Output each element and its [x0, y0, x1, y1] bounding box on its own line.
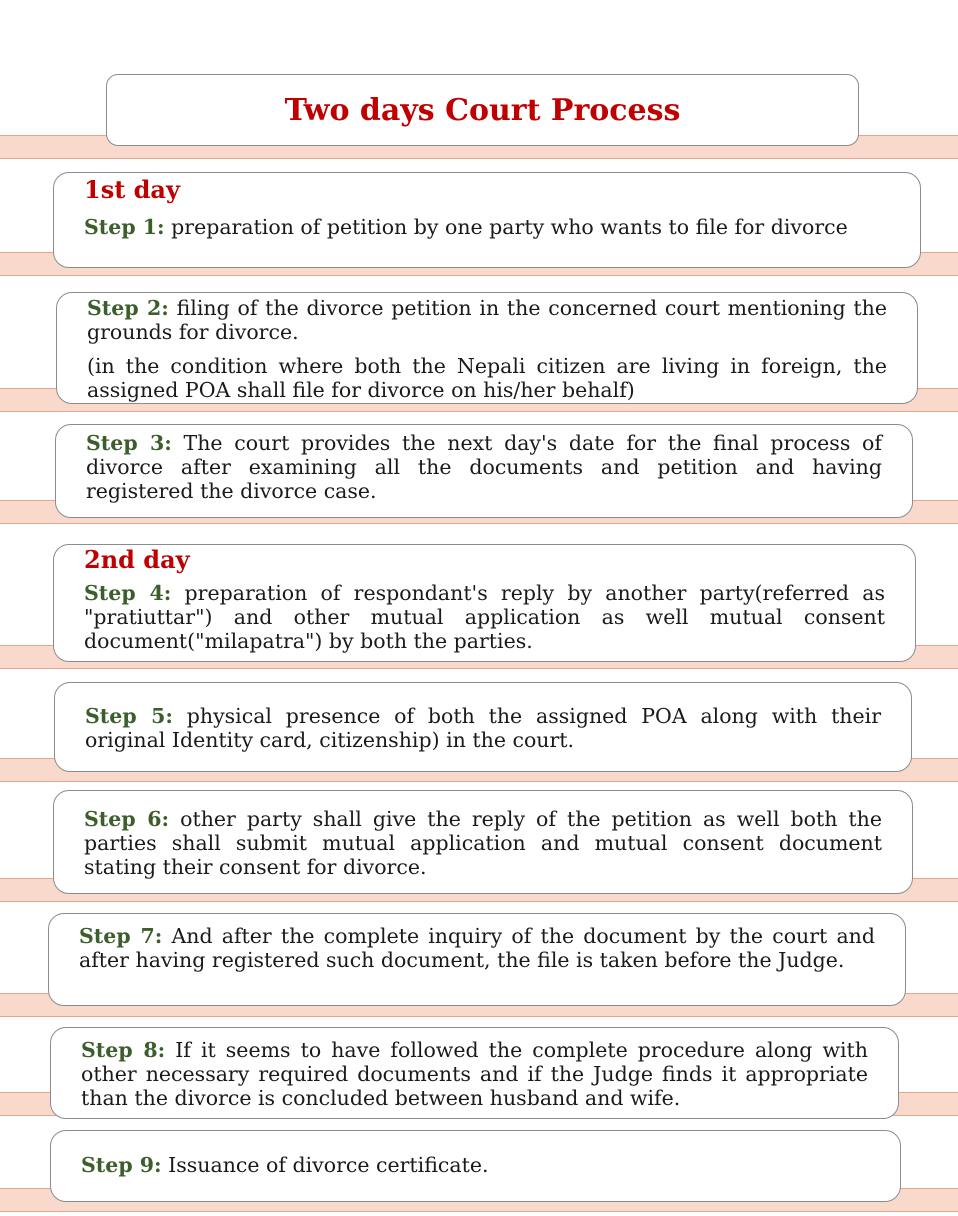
step-1-content — [84, 175, 890, 239]
day-2-label: 2nd day — [84, 545, 190, 574]
step-1-box — [53, 172, 921, 268]
step-9-paragraph — [81, 1153, 870, 1177]
title-box — [106, 74, 859, 146]
step-5-label: Step 5: — [85, 704, 173, 728]
step-2-text: filing of the divorce petition in the concerned court mentioning the grounds for divorce. — [87, 296, 887, 344]
step-6-content — [84, 807, 882, 879]
step-9-label: Step 9: — [81, 1153, 162, 1177]
step-4-paragraph — [84, 581, 885, 653]
step-3-paragraph — [86, 431, 882, 503]
step-8-label: Step 8: — [81, 1038, 166, 1062]
step-4-label: Step 4: — [84, 581, 172, 605]
step-2-box — [56, 292, 918, 404]
step-9-text: Issuance of divorce certificate. — [161, 1153, 489, 1177]
step-3-content — [86, 431, 882, 503]
step-3-label: Step 3: — [86, 431, 172, 455]
step-8-content — [81, 1038, 868, 1110]
step-7-paragraph — [79, 924, 875, 972]
step-3-text: The court provides the next day's date for the final process of divorce after examining all the documents and petition and having registered the divorce case. — [86, 431, 882, 503]
step-8-text: If it seems to have followed the complete procedure along with other necessary required documents and if the Judge finds it appropriate than the divorce is concluded between husband and wife. — [81, 1038, 868, 1110]
step-7-box — [48, 913, 906, 1006]
step-4-content — [84, 545, 885, 653]
step-5-box — [54, 682, 912, 772]
page-title: Two days Court Process — [284, 92, 681, 128]
step-5-paragraph — [85, 704, 881, 752]
step-4-box — [53, 544, 916, 662]
step-7-label: Step 7: — [79, 924, 163, 948]
step-6-paragraph — [84, 807, 882, 879]
step-1-label: Step 1: — [84, 215, 165, 239]
step-9-content — [81, 1153, 870, 1177]
step-7-content — [79, 924, 875, 972]
step-2-label: Step 2: — [87, 296, 169, 320]
step-9-box — [50, 1130, 901, 1202]
step-6-text: other party shall give the reply of the petition as well both the parties shall submit mutual application and mutual consent document stating their consent for divorce. — [84, 807, 882, 879]
step-8-box — [50, 1027, 899, 1119]
step-2-note: (in the condition where both the Nepali citizen are living in foreign, the assigned POA shall file for divorce on his/her behalf) — [87, 354, 887, 402]
step-6-label: Step 6: — [84, 807, 170, 831]
step-5-text: physical presence of both the assigned POA along with their original Identity card, citizenship) in the court. — [85, 704, 881, 752]
step-5-content — [85, 704, 881, 752]
step-6-box — [53, 790, 913, 894]
step-7-text: And after the complete inquiry of the document by the court and after having registered such document, the file is taken before the Judge. — [79, 924, 875, 972]
day-1-label: 1st day — [84, 175, 180, 204]
step-1-paragraph — [84, 215, 890, 239]
step-2-content — [87, 296, 887, 402]
step-3-box — [55, 424, 913, 518]
step-2-paragraph — [87, 296, 887, 344]
step-1-text: preparation of petition by one party who wants to file for divorce — [164, 215, 848, 239]
step-4-text: preparation of respondant's reply by another party(referred as "pratiuttar") and other mutual application as well mutual consent document("milapatra") by both the parties. — [84, 581, 886, 653]
step-8-paragraph — [81, 1038, 868, 1110]
